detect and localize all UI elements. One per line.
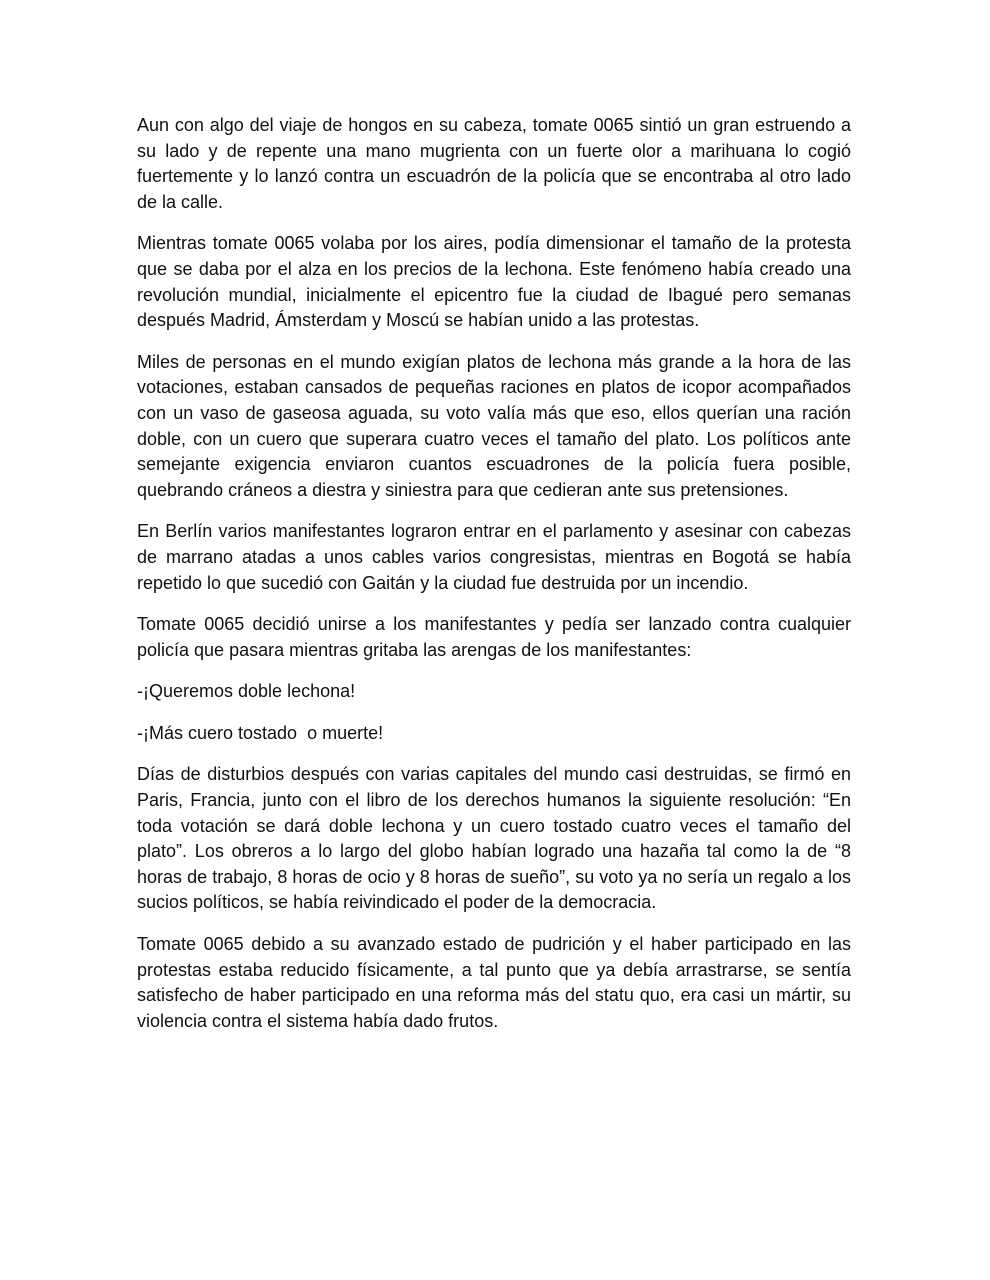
chant-line-2: -¡Más cuero tostado o muerte! — [137, 722, 384, 743]
paragraph-1: Aun con algo del viaje de hongos en su cabeza, tomate 0065 sintió un gran estruendo a su lado y de repente una mano mugrienta con un fuerte olor a marihuana lo cogió fuertemente y lo lanzó contra un escuadrón de la policía que se encontraba al otro lado de la calle. — [137, 115, 851, 212]
paragraph-7: Tomate 0065 debido a su avanzado estado de pudrición y el haber participado en las protestas estaba reducido físicamente, a tal punto que ya debía arrastrarse, se sentía satisfecho de haber participado en una reforma más del statu quo, era casi un mártir, su violencia contra el sistema había dado frutos. — [137, 934, 851, 1031]
paragraph-4: En Berlín varios manifestantes lograron entrar en el parlamento y asesinar con cabezas de marrano atadas a unos cables varios congresistas, mientras en Bogotá se había repetido lo que sucedió con Gaitán y la ciudad fue destruida por un incendio. — [137, 521, 851, 593]
paragraph-3: Miles de personas en el mundo exigían platos de lechona más grande a la hora de las votaciones, estaban cansados de pequeñas raciones en platos de icopor acompañados con un vaso de gaseosa aguada, su voto valía más que eso, ellos querían una ración doble, con un cuero que superara cuatro veces el tamaño del plato. Los políticos ante semejante exigencia enviaron cuantos escuadrones de la policía fuera posible, quebrando cráneos a diestra y siniestra para que cedieran ante sus pretensiones. — [137, 351, 851, 500]
paragraph-5: Tomate 0065 decidió unirse a los manifestantes y pedía ser lanzado contra cualquier policía que pasara mientras gritaba las arengas de los manifestantes: — [137, 614, 851, 660]
document-body — [137, 113, 851, 1050]
chant-line-1: -¡Queremos doble lechona! — [137, 681, 356, 702]
paragraph-2: Mientras tomate 0065 volaba por los aires, podía dimensionar el tamaño de la protesta que se daba por el alza en los precios de la lechona. Este fenómeno había creado una revolución mundial, inicialmente el epicentro fue la ciudad de Ibagué pero semanas después Madrid, Ámsterdam y Moscú se habían unido a las protestas. — [137, 233, 851, 331]
paragraph-6: Días de disturbios después con varias capitales del mundo casi destruidas, se firmó en Paris, Francia, junto con el libro de los derechos humanos la siguiente resolución: “En toda votación se dará doble lechona y un cuero tostado cuatro veces el tamaño del plato”. Los obreros a lo largo del globo habían logrado una hazaña tal como la de “8 horas de trabajo, 8 horas de ocio y 8 horas de sueño”, su voto ya no sería un regalo a los sucios políticos, se había reivindicado el poder de la democracia. — [137, 764, 851, 913]
